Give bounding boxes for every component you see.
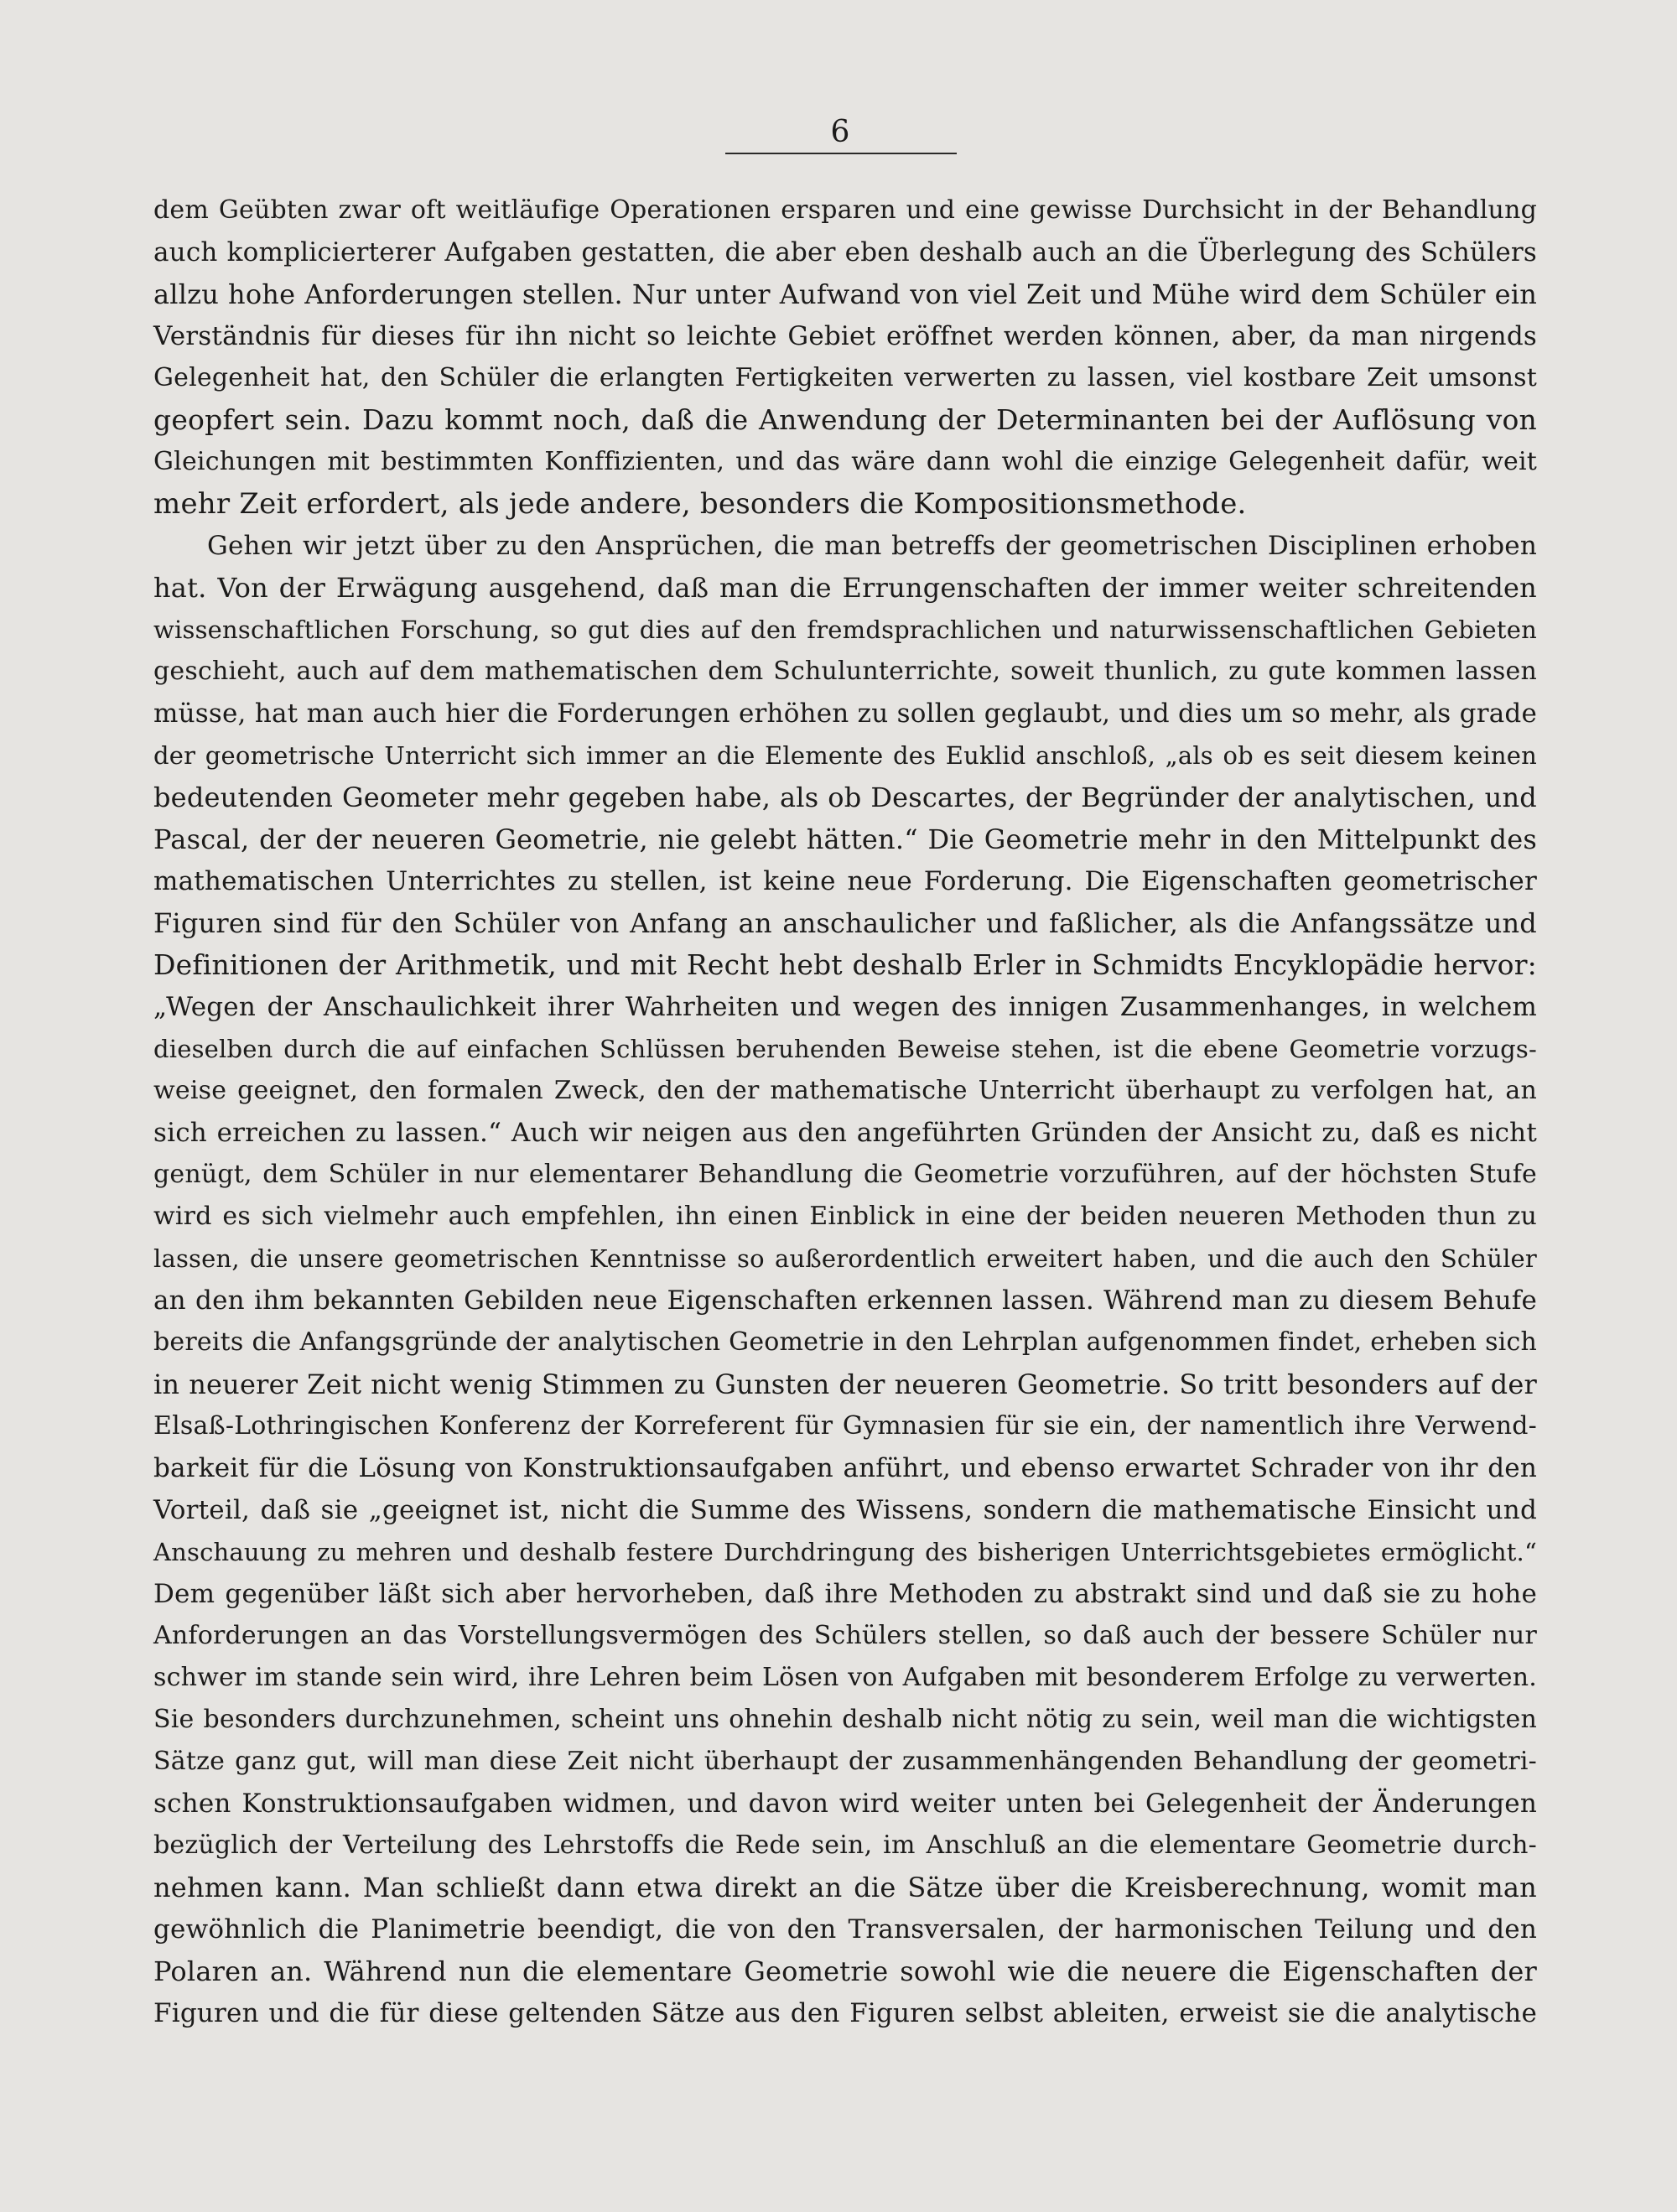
text-line: Anschauung zu mehren und deshalb festere Durchdringung des bisherigen Unterrichtsgebietes ermöglicht.“ <box>153 1538 1537 1566</box>
text-line: gewöhnlich die Planimetrie beendigt, die von den Transversalen, der harmonischen Teilung und den <box>153 1914 1537 1945</box>
text-line: Gehen wir jetzt über zu den Ansprüchen, die man betreffs der geometrischen Disciplinen erhoben <box>207 531 1537 561</box>
text-line: Sie besonders durchzunehmen, scheint uns ohnehin deshalb nicht nötig zu sein, weil man die wichtigsten <box>153 1705 1537 1734</box>
page-number: 6 <box>830 115 850 149</box>
page-header <box>0 116 1677 149</box>
text-line: weise geeignet, den formalen Zweck, den der mathematische Unterricht überhaupt zu verfolgen hat, an <box>153 1076 1537 1105</box>
text-line: allzu hohe Anforderungen stellen. Nur unter Aufwand von viel Zeit und Mühe wird dem Schüler ein <box>153 278 1537 310</box>
text-line: genügt, dem Schüler in nur elementarer Behandlung die Geometrie vorzuführen, auf der höchsten Stufe <box>153 1160 1537 1189</box>
text-line: der geometrische Unterricht sich immer an die Elemente des Euklid anschloß, „als ob es seit diesem keinen <box>153 741 1537 770</box>
text-line: mathematischen Unterrichtes zu stellen, ist keine neue Forderung. Die Eigenschaften geometrischer <box>153 866 1537 896</box>
text-line: sich erreichen zu lassen.“ Auch wir neigen aus den angeführten Gründen der Ansicht zu, daß es nicht <box>153 1118 1537 1148</box>
text-line: Polaren an. Während nun die elementare Geometrie sowohl wie die neuere die Eigenschaften der <box>153 1955 1537 1987</box>
text-line: wird es sich vielmehr auch empfehlen, ihn einen Einblick in eine der beiden neueren Methoden thun zu <box>153 1202 1537 1231</box>
text-line: bereits die Anfangsgründe der analytischen Geometrie in den Lehrplan aufgenommen findet, erheben sich <box>153 1327 1537 1357</box>
text-line: „Wegen der Anschaulichkeit ihrer Wahrheiten und wegen des innigen Zusammenhanges, in welchem <box>153 992 1537 1022</box>
text-line: Vorteil, daß sie „geeignet ist, nicht die Summe des Wissens, sondern die mathematische Einsicht und <box>153 1495 1537 1525</box>
text-line: mehr Zeit erfordert, als jede andere, besonders die Kompositionsmethode. <box>153 487 1247 521</box>
text-line: dieselben durch die auf einfachen Schlüssen beruhenden Beweise stehen, ist die ebene Geometrie vorzugs- <box>153 1035 1537 1063</box>
text-line: Figuren sind für den Schüler von Anfang an anschaulicher und faßlicher, als die Anfangssätze und <box>153 907 1537 939</box>
text-line: Gleichungen mit bestimmten Konffizienten, und das wäre dann wohl die einzige Gelegenheit dafür, weit <box>153 447 1537 476</box>
text-line: Verständnis für dieses für ihn nicht so leichte Gebiet eröffnet werden können, aber, da man nirgends <box>153 321 1537 351</box>
text-line: bezüglich der Verteilung des Lehrstoffs die Rede sein, im Anschluß an die elementare Geometrie durch- <box>153 1830 1537 1860</box>
text-line: in neuerer Zeit nicht wenig Stimmen zu Gunsten der neueren Geometrie. So tritt besonders auf der <box>153 1368 1537 1400</box>
text-line: geopfert sein. Dazu kommt noch, daß die Anwendung der Determinanten bei der Auflösung von <box>153 403 1537 436</box>
text-line: Dem gegenüber läßt sich aber hervorheben, daß ihre Methoden zu abstrakt sind und daß sie zu hohe <box>153 1579 1537 1609</box>
text-line: Pascal, der der neueren Geometrie, nie gelebt hätten.“ Die Geometrie mehr in den Mittelpunkt des <box>153 823 1537 855</box>
header-rule <box>725 153 957 154</box>
text-line: Sätze ganz gut, will man diese Zeit nicht überhaupt der zusammenhängenden Behandlung der geometri- <box>153 1747 1537 1776</box>
text-line: lassen, die unsere geometrischen Kenntnisse so außerordentlich erweitert haben, und die auch den Schüler <box>153 1244 1537 1273</box>
text-line: bedeutenden Geometer mehr gegeben habe, als ob Descartes, der Begründer der analytischen, und <box>153 781 1537 813</box>
text-line: Definitionen der Arithmetik, und mit Recht hebt deshalb Erler in Schmidts Encyklopädie hervor: <box>153 948 1537 981</box>
text-line: wissenschaftlichen Forschung, so gut dies auf den fremdsprachlichen und naturwissenschaftlichen Gebieten <box>153 615 1537 644</box>
text-line: nehmen kann. Man schließt dann etwa direkt an die Sätze über die Kreisberechnung, womit man <box>153 1872 1537 1903</box>
text-line: Gelegenheit hat, den Schüler die erlangten Fertigkeiten verwerten zu lassen, viel kostbare Zeit umsonst <box>153 363 1537 392</box>
text-line: Elsaß-Lothringischen Konferenz der Korreferent für Gymnasien für sie ein, der namentlich ihre Verwend- <box>153 1411 1537 1441</box>
body-text <box>153 190 1537 2034</box>
text-line: hat. Von der Erwägung ausgehend, daß man die Errungenschaften der immer weiter schreitenden <box>153 572 1537 604</box>
text-line: Anforderungen an das Vorstellungsvermögen des Schülers stellen, so daß auch der bessere Schüler nur <box>153 1621 1537 1650</box>
text-line: barkeit für die Lösung von Konstruktionsaufgaben anführt, und ebenso erwartet Schrader von ihr den <box>153 1453 1537 1483</box>
text-line: dem Geübten zwar oft weitläufige Operationen ersparen und eine gewisse Durchsicht in der Behandlung <box>153 195 1537 225</box>
text-line: schen Konstruktionsaufgaben widmen, und davon wird weiter unten bei Gelegenheit der Änderungen <box>153 1789 1537 1819</box>
text-line: auch komplicierterer Aufgaben gestatten, die aber eben deshalb auch an die Überlegung des Schülers <box>153 237 1537 267</box>
text-line: geschieht, auch auf dem mathematischen dem Schulunterrichte, soweit thunlich, zu gute kommen lassen <box>153 657 1537 686</box>
text-line: an den ihm bekannten Gebilden neue Eigenschaften erkennen lassen. Während man zu diesem Behufe <box>153 1285 1537 1316</box>
text-line: schwer im stande sein wird, ihre Lehren beim Lösen von Aufgaben mit besonderem Erfolge zu verwerten. <box>153 1663 1537 1692</box>
text-line: müsse, hat man auch hier die Forderungen erhöhen zu sollen geglaubt, und dies um so mehr, als grade <box>153 698 1537 729</box>
text-line: Figuren und die für diese geltenden Sätze aus den Figuren selbst ableiten, erweist sie die analytische <box>153 1998 1537 2028</box>
